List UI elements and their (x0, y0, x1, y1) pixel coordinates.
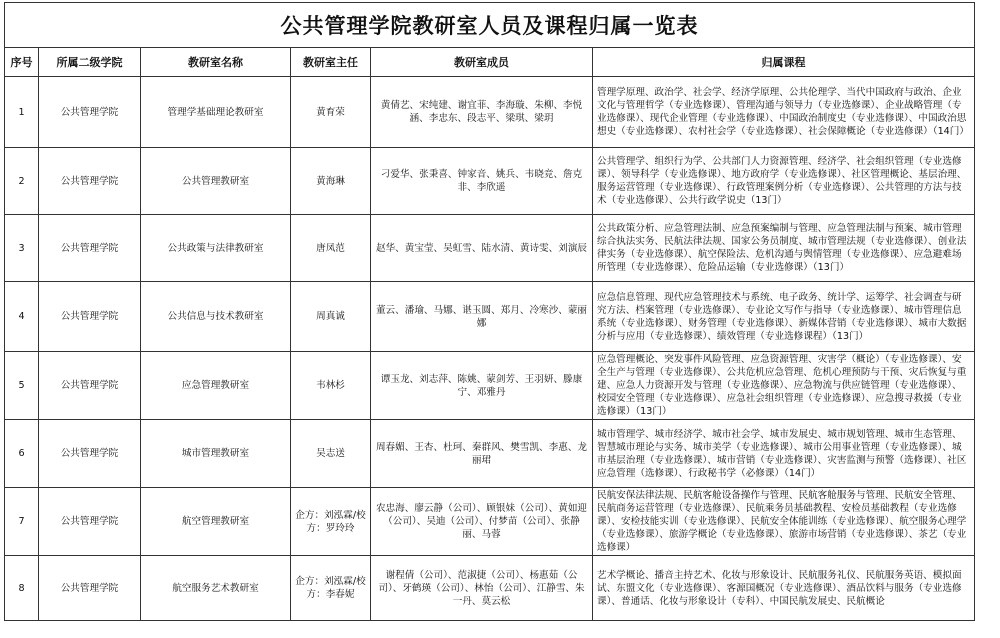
row-courses: 公共管理学、组织行为学、公共部门人力资源管理、经济学、社会组织管理（专业选修课）、领导科学（专业选修课）、地方政府学（专业选修课）、社区管理概论、基层治理、服务运营管理（专业选修课）、行政管理案例分析（专业选修课）、公共管理的方法与技术（专业选修课）、公共行政学说史（13门） (593, 148, 975, 215)
row-seq: 5 (5, 352, 39, 420)
header-members: 教研室成员 (371, 48, 593, 77)
page-title: 公共管理学院教研室人员及课程归属一览表 (5, 3, 975, 48)
table-row (5, 282, 975, 352)
row-courses: 城市管理学、城市经济学、城市社会学、城市发展史、城市规划管理、城市生态管理、智慧城市理论与实务、城市美学（专业选修课）、城市公用事业管理（专业选修课）、城市基层治理（专业选修课）、城市营销（专业选修课）、灾害监测与预警（选修课）、社区应急管理（选修课）、行政秘书学（必修课）（14门） (593, 420, 975, 488)
row-office: 城市管理教研室 (141, 420, 291, 488)
row-college: 公共管理学院 (39, 148, 141, 215)
row-college: 公共管理学院 (39, 556, 141, 621)
row-courses: 艺术学概论、播音主持艺术、化妆与形象设计、民航服务礼仪、民航服务英语、模拟面试、东盟文化（专业选修课）、客源国概况（专业选修课）、酒品饮料与服务（专业选修课）、普通话、化妆与形象设计（专科）、中国民航发展史、民航概论 (593, 556, 975, 621)
row-director: 企方：刘泓霖/校方：罗玲玲 (291, 488, 371, 556)
row-seq: 3 (5, 215, 39, 282)
row-office: 公共管理教研室 (141, 148, 291, 215)
row-courses: 公共政策分析、应急管理法制、应急预案编制与管理、应急管理法制与预案、城市管理综合执法实务、民航法律法规、国家公务员制度、城市管理法规（专业选修课）、创业法律实务（专业选修课）、航空保险法、危机沟通与舆情管理（专业选修课）、应急避难场所管理（专业选修课）、危险品运输（专业选修课）（13门） (593, 215, 975, 282)
row-director: 吴志送 (291, 420, 371, 488)
row-office: 航空服务艺术教研室 (141, 556, 291, 621)
table-row (5, 215, 975, 282)
row-members: 刁爱华、张秉喜、钟家音、姚兵、韦晓竞、詹克非、李欣遥 (371, 148, 593, 215)
row-members: 董云、潘瑜、马娜、谌玉圆、郑月、冷寒沙、蒙丽娜 (371, 282, 593, 352)
row-director: 企方：刘泓霖/校方：李春妮 (291, 556, 371, 621)
row-courses: 应急管理概论、突发事件风险管理、应急资源管理、灾害学（概论）（专业选修课）、安全生产与管理（专业选修课）、公共危机应急管理、危机心理预防与干预、灾后恢复与重建、应急人力资源开发与管理（专业选修课）、应急物流与供应链管理（专业选修课）、校园安全管理（专业选修课）、应急社会组织管理（专业选修课）、应急搜寻救援（专业选修课）（13门） (593, 352, 975, 420)
row-college: 公共管理学院 (39, 420, 141, 488)
row-college: 公共管理学院 (39, 282, 141, 352)
row-director: 唐凤范 (291, 215, 371, 282)
table-row (5, 352, 975, 420)
course-table-sheet (4, 2, 974, 621)
row-courses: 民航安保法律法规、民航客舱设备操作与管理、民航客舱服务与管理、民航安全管理、民航商务运营管理（专业选修课）、民航乘务员基础教程、安检员基础教程（专业选修课）、安检技能实训（专业选修课）、民航安全体能训练（专业选修课）、航空服务心理学（专业选修课）、旅游学概论（专业选修课）、旅游市场营销（专业选修课）、茶艺（专业选修课） (593, 488, 975, 556)
header-college: 所属二级学院 (39, 48, 141, 77)
row-seq: 4 (5, 282, 39, 352)
header-seq: 序号 (5, 48, 39, 77)
row-college: 公共管理学院 (39, 488, 141, 556)
row-seq: 7 (5, 488, 39, 556)
row-director: 韦林杉 (291, 352, 371, 420)
course-table (4, 2, 975, 621)
row-members: 黄倩艺、宋纯建、谢宜菲、李海璇、朱柳、李悦涵、李忠东、段志平、梁琪、梁玥 (371, 77, 593, 148)
row-seq: 8 (5, 556, 39, 621)
table-row (5, 420, 975, 488)
row-members: 周春媚、王杏、杜珂、秦群风、樊雪凯、李惠、龙丽珺 (371, 420, 593, 488)
table-row (5, 556, 975, 621)
row-courses: 应急信息管理、现代应急管理技术与系统、电子政务、统计学、运筹学、社会调查与研究方法、档案管理（专业选修课）、专业论文写作与指导（专业选修课）、城市管理信息系统（专业选修课）、财务管理（专业选修课）、新媒体营销（专业选修课）、城市大数据分析与应用（专业选修课）、绩效管理（专业选修课程）（13门） (593, 282, 975, 352)
row-courses: 管理学原理、政治学、社会学、经济学原理、公共伦理学、当代中国政府与政治、企业文化与管理哲学（专业选修课）、管理沟通与领导力（专业选修课）、企业战略管理（专业选修课）、现代企业管理（专业选修课）、中国政治制度史（专业选修课）、中国政治思想史（专业选修课）、农村社会学（专业选修课）、社会保障概论（专业选修课）（14门） (593, 77, 975, 148)
row-office: 管理学基础理论教研室 (141, 77, 291, 148)
table-row (5, 77, 975, 148)
table-row (5, 488, 975, 556)
row-members: 谢程倩（公司）、范淑捷（公司）、杨惠茹（公司）、牙鹤瑛（公司）、林怡（公司）、江静雪、朱一丹、莫云松 (371, 556, 593, 621)
row-office: 航空管理教研室 (141, 488, 291, 556)
row-members: 赵华、黄宝莹、吴虹雪、陆水清、黄诗雯、刘演辰 (371, 215, 593, 282)
row-seq: 6 (5, 420, 39, 488)
row-college: 公共管理学院 (39, 215, 141, 282)
row-seq: 1 (5, 77, 39, 148)
row-college: 公共管理学院 (39, 77, 141, 148)
header-row (5, 48, 975, 77)
row-director: 黄育荣 (291, 77, 371, 148)
row-office: 公共信息与技术教研室 (141, 282, 291, 352)
row-office: 应急管理教研室 (141, 352, 291, 420)
row-director: 黄海琳 (291, 148, 371, 215)
row-office: 公共政策与法律教研室 (141, 215, 291, 282)
row-members: 农忠海、廖云静（公司）、顾银妹（公司）、黄如迎（公司）、吴迪（公司）、付梦苗（公司）、张静丽、马蓉 (371, 488, 593, 556)
header-office: 教研室名称 (141, 48, 291, 77)
row-director: 周真诚 (291, 282, 371, 352)
row-seq: 2 (5, 148, 39, 215)
header-courses: 归属课程 (593, 48, 975, 77)
table-row (5, 148, 975, 215)
header-director: 教研室主任 (291, 48, 371, 77)
row-college: 公共管理学院 (39, 352, 141, 420)
row-members: 谭玉龙、刘志萍、陈姚、蒙剑芳、王羽妍、滕康宁、邓雅丹 (371, 352, 593, 420)
